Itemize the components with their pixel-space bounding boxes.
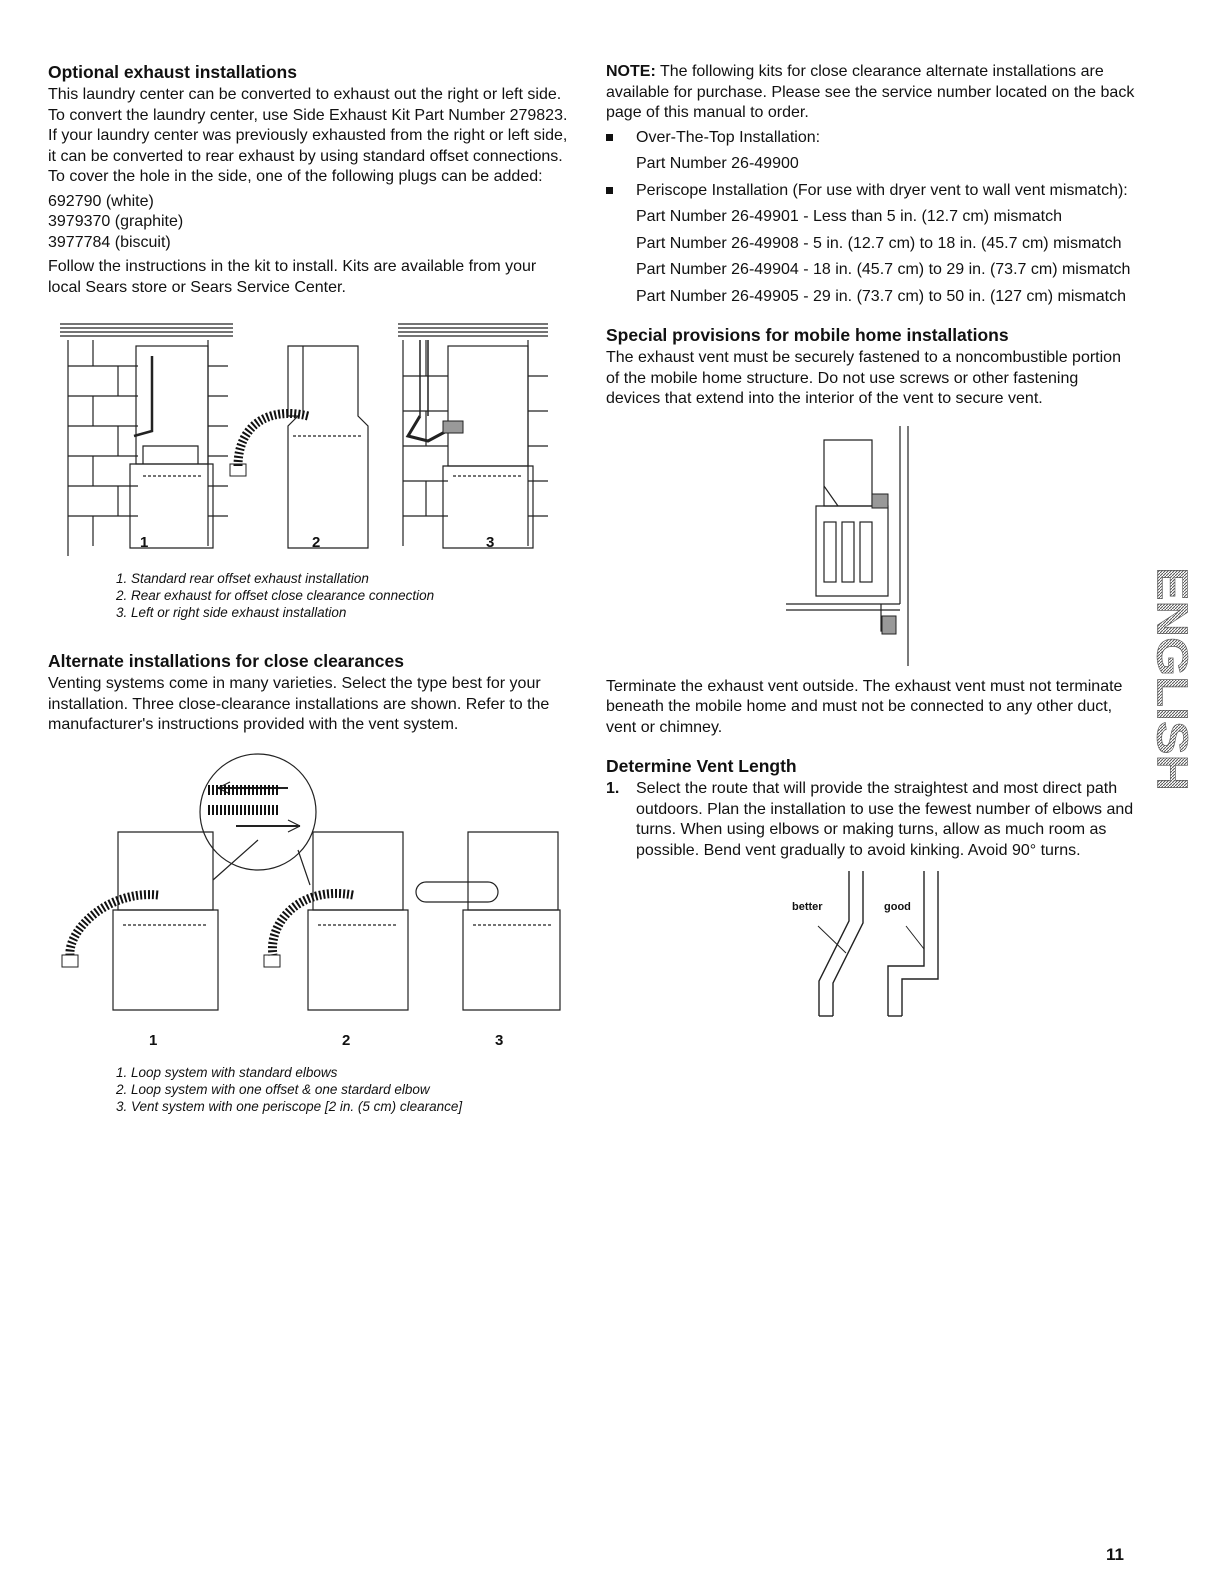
optional-exhaust-paragraph: This laundry center can be converted to exhaust out the right or left side. To convert the laundry center, use Side Exhaust Kit Part Number 279823. If your laundry center was previously exhausted from the right or left side, it can be converted to rear exhaust by using standard offset connections. To cover the hole in the side, one of the following plugs can be added: [48,86,568,185]
label-better: better [792,901,823,913]
figure2-number-3: 3 [495,1031,504,1049]
kit-title: Periscope Installation (For use with dryer vent to wall vent mismatch): [636,181,1128,199]
english-tab-graphic [1147,565,1197,793]
mobile-home-figure [606,426,1136,671]
optional-exhaust-heading: Optional exhaust installations [48,62,297,82]
figure1-captions [48,570,568,621]
vent-length-step-1 [606,779,1136,861]
follow-instructions-paragraph: Follow the instructions in the kit to install. Kits are available from your local Sears store or Sears Service Center. [48,258,537,296]
mobile-home-heading: Special provisions for mobile home installations [606,325,1009,345]
vent-length-heading: Determine Vent Length [606,756,797,776]
right-column [606,62,1136,1021]
plug-white: 692790 (white) [48,192,154,210]
side-tab-text: ENGLISH [1147,567,1197,763]
page-number: 11 [1106,1545,1124,1564]
figure2-caption-3: 3. Vent system with one periscope [2 in. (5 cm) clearance] [116,1098,463,1114]
kit-part-number: Part Number 26-49905 - 29 in. (73.7 cm) to 50 in. (127 cm) mismatch [636,287,1126,305]
kit-list-periscope [606,181,1136,202]
kit-part-number: Part Number 26-49908 - 5 in. (12.7 cm) to 18 in. (45.7 cm) mismatch [636,234,1122,252]
kit-list [606,128,1136,149]
better-good-illustration [606,871,1136,1021]
language-side-tab [1147,565,1197,793]
figure1-number-2: 2 [312,534,321,551]
bullet-icon [606,187,613,194]
figure2-caption-2: 2. Loop system with one offset & one stardard elbow [116,1081,430,1097]
figure1-caption-1: 1. Standard rear offset exhaust installation [116,571,369,586]
note-paragraph [606,62,1136,124]
figure1-number-1: 1 [140,534,149,551]
alternate-installations-paragraph: Venting systems come in many varieties. Select the type best for your installation. Three close-clearance installations are shown. Refer to the manufacturer's instructions provided with the vent system. [48,675,550,733]
figure2-captions [48,1064,568,1115]
exhaust-installations-illustration [48,316,558,566]
figure1-number-3: 3 [486,534,495,551]
figure2-caption-1: 1. Loop system with standard elbows [116,1064,338,1080]
kit-over-the-top [606,128,1136,149]
left-column [48,62,568,1115]
kit-part-number: Part Number 26-49904 - 18 in. (45.7 cm) to 29 in. (73.7 cm) mismatch [636,261,1131,278]
alternate-installations-heading: Alternate installations for close clearances [48,651,404,671]
close-clearance-figure [48,750,568,1060]
figure1-caption-2: 2. Rear exhaust for offset close clearance connection [116,588,435,603]
bullet-icon [606,134,613,141]
plug-biscuit: 3977784 (biscuit) [48,233,171,251]
figure1-caption-3: 3. Left or right side exhaust installation [116,605,347,620]
vent-length-steps [606,779,1136,861]
plug-list [48,192,568,254]
step-text: Select the route that will provide the straightest and most direct path outdoors. Plan the installation to use the fewest number of elbows and turns. When using elbows or making turns, allow as much room as possible. Bend vent gradually to avoid kinking. Avoid 90° turns. [636,780,1134,859]
step-number: 1. [606,780,620,797]
mobile-home-illustration [606,426,1136,671]
kit-part-number: Part Number 26-49900 [636,155,799,172]
better-good-figure [606,871,1136,1021]
exhaust-installations-figure [48,316,568,566]
figure2-number-2: 2 [342,1031,351,1049]
plug-graphite: 3979370 (graphite) [48,213,184,230]
close-clearance-illustration [48,750,563,1060]
mobile-home-paragraph: The exhaust vent must be securely fastened to a noncombustible portion of the mobile home structure. Do not use screws or other fastening devices that extend into the interior of the vent to secure vent. [606,349,1121,407]
terminate-paragraph: Terminate the exhaust vent outside. The exhaust vent must not terminate beneath the mobile home and must not be connected to any other duct, vent or chimney. [606,677,1123,736]
kit-title: Over-The-Top Installation: [636,128,821,146]
figure2-number-1: 1 [149,1031,158,1049]
note-text: The following kits for close clearance alternate installations are available for purchase. Please see the service number located on the back page of this manual to order. [606,63,1135,121]
kit-part-number: Part Number 26-49901 - Less than 5 in. (12.7 cm) mismatch [636,208,1062,225]
label-good: good [884,901,911,913]
note-label: NOTE: [606,63,656,80]
kit-periscope [606,181,1136,202]
